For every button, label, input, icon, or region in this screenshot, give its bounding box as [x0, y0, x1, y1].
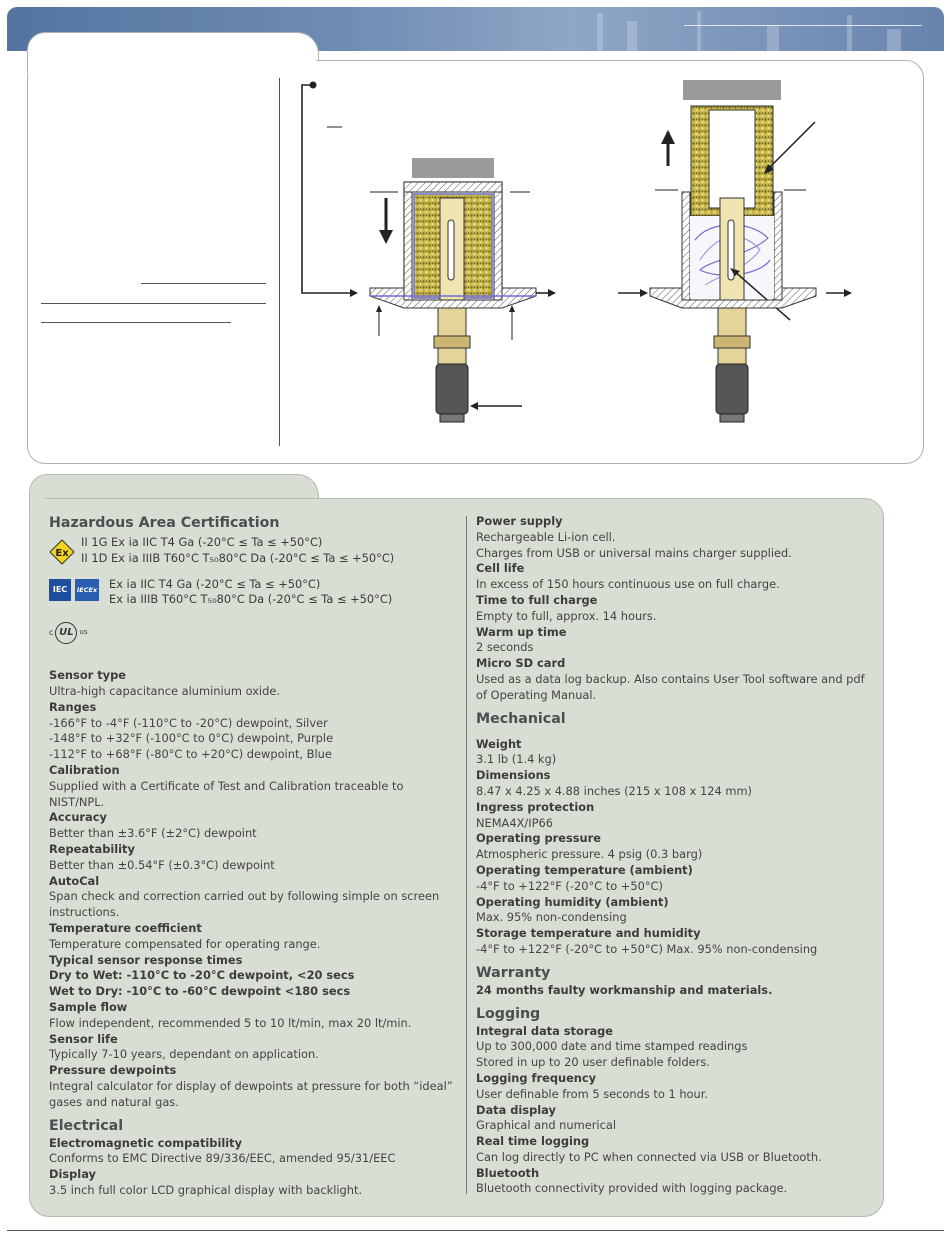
label-ranges: Ranges — [49, 699, 97, 714]
label-dimensions: Dimensions — [476, 768, 551, 783]
label-data-storage: Integral data storage — [476, 1023, 614, 1038]
label-op-temp: Operating temperature (ambient) — [476, 862, 693, 877]
atex-line-2: II 1D Ex ia IIIB T60°C T₅₀80°C Da (-20°C ≤ Ta ≤ +50°C) — [81, 550, 395, 565]
value-power-2: Charges from USB or universal mains charger supplied. — [476, 545, 792, 560]
value-range-3: -112°F to +68°F (-80°C to +20°C) dewpoint, Blue — [49, 747, 332, 762]
banner-tower — [767, 25, 779, 51]
svg-text:Ex: Ex — [55, 548, 69, 559]
value-cell-life: In excess of 150 hours continuous use on full charge. — [476, 577, 780, 592]
iecex-line-2: Ex ia IIIB T60°C T₅₀80°C Da (-20°C ≤ Ta ≤ +50°C) — [109, 592, 393, 607]
value-repeatability: Better than ±0.54°F (±0.3°C) dewpoint — [49, 857, 275, 872]
label-response: Typical sensor response times — [49, 952, 243, 967]
iec-logo-icon: IEC — [49, 579, 71, 601]
value-op-humidity: Max. 95% non-condensing — [476, 910, 627, 925]
value-warranty: 24 months faulty workmanship and materials. — [476, 982, 773, 997]
value-op-pressure: Atmospheric pressure. 4 psig (0.3 barg) — [476, 847, 703, 862]
label-power: Power supply — [476, 514, 563, 528]
value-dry-to-wet: Dry to Wet: -110°C to -20°C dewpoint, <20 secs — [49, 968, 355, 983]
label-log-freq: Logging frequency — [476, 1070, 597, 1085]
label-calibration: Calibration — [49, 762, 120, 777]
heading-warranty: Warranty — [476, 964, 551, 981]
value-accuracy: Better than ±3.6°F (±2°C) dewpoint — [49, 826, 257, 841]
banner-tower — [627, 21, 637, 51]
banner-tower — [887, 29, 901, 51]
panel-divider — [279, 78, 280, 446]
value-bluetooth: Bluetooth connectivity provided with logging package. — [476, 1181, 788, 1196]
value-sensor-life: Typically 7-10 years, dependant on application. — [49, 1047, 319, 1062]
value-pressure-dew: Integral calculator for display of dewpoints at pressure for both “ideal” gases and natural gas. — [49, 1078, 453, 1109]
value-wet-to-dry: Wet to Dry: -10°C to -60°C dewpoint <180 secs — [49, 984, 351, 999]
value-temp-coeff: Temperature compensated for operating range. — [49, 936, 321, 951]
value-sd: Used as a data log backup. Also contains User Tool software and pdf of Operating Manual. — [476, 671, 865, 702]
iecex-row — [49, 577, 459, 609]
banner-rule — [684, 25, 922, 26]
iecex-text — [109, 577, 392, 609]
value-weight: 3.1 lb (1.4 kg) — [476, 752, 557, 767]
text-rule — [41, 322, 231, 323]
label-sd: Micro SD card — [476, 656, 566, 671]
value-data-storage-2: Stored in up to 20 user definable folders. — [476, 1055, 710, 1070]
label-repeatability: Repeatability — [49, 841, 135, 856]
banner-tower — [697, 11, 701, 51]
value-data-display: Graphical and numerical — [476, 1118, 616, 1133]
flow-line — [302, 85, 350, 293]
text-rule — [41, 303, 266, 304]
label-pressure-dew: Pressure dewpoints — [49, 1063, 177, 1078]
heading-hazardous: Hazardous Area Certification — [49, 515, 280, 531]
label-accuracy: Accuracy — [49, 810, 107, 825]
ul-logo-icon: UL — [55, 622, 77, 644]
value-data-storage-1: Up to 300,000 date and time stamped readings — [476, 1039, 748, 1054]
spec-column-left — [49, 514, 459, 1199]
label-temp-coeff: Temperature coefficient — [49, 920, 202, 935]
tab-joint — [30, 499, 316, 515]
probe-body — [436, 364, 468, 414]
banner-tower — [847, 15, 852, 51]
value-autocal: Span check and correction carried out by following simple on screen instructions. — [49, 889, 440, 920]
label-sample-flow: Sample flow — [49, 999, 128, 1014]
ul-c: c — [49, 628, 54, 638]
atex-row — [49, 535, 459, 567]
sensor-diagram — [290, 70, 910, 450]
label-realtime: Real time logging — [476, 1134, 590, 1149]
label-bluetooth: Bluetooth — [476, 1165, 540, 1180]
sensor-assembly-sealed — [302, 82, 556, 423]
tab-joint — [28, 60, 316, 74]
label-sensor-type: Sensor type — [49, 668, 126, 683]
label-emc: Electromagnetic compatibility — [49, 1135, 243, 1150]
value-realtime: Can log directly to PC when connected via USB or Bluetooth. — [476, 1149, 822, 1164]
column-divider — [466, 516, 467, 1194]
label-op-pressure: Operating pressure — [476, 831, 601, 846]
heading-mechanical: Mechanical — [476, 710, 566, 727]
label-ingress: Ingress protection — [476, 799, 595, 814]
value-storage: -4°F to +122°F (-20°C to +50°C) Max. 95% non-condensing — [476, 941, 818, 956]
value-sensor-type: Ultra-high capacitance aluminium oxide. — [49, 683, 280, 698]
cap-plate — [412, 158, 494, 178]
value-log-freq: User definable from 5 seconds to 1 hour. — [476, 1086, 708, 1101]
label-data-display: Data display — [476, 1102, 556, 1117]
atex-text — [81, 535, 394, 567]
spacer — [476, 729, 876, 737]
label-full-charge: Time to full charge — [476, 592, 598, 607]
arrow-in — [350, 289, 358, 297]
label-autocal: AutoCal — [49, 873, 100, 888]
value-warmup: 2 seconds — [476, 640, 534, 655]
ul-us: us — [79, 628, 88, 637]
label-cell-life: Cell life — [476, 561, 525, 576]
label-sensor-life: Sensor life — [49, 1031, 118, 1046]
atex-line-1: II 1G Ex ia IIC T4 Ga (-20°C ≤ Ta ≤ +50°C) — [81, 535, 323, 549]
value-sample-flow: Flow independent, recommended 5 to 10 lt/min, max 20 lt/min. — [49, 1015, 412, 1030]
value-calibration: Supplied with a Certificate of Test and Calibration traceable to NIST/NPL. — [49, 778, 404, 809]
value-full-charge: Empty to full, approx. 14 hours. — [476, 608, 657, 623]
value-dimensions: 8.47 x 4.25 x 4.88 inches (215 x 108 x 124 mm) — [476, 783, 752, 798]
iecex-line-1: Ex ia IIC T4 Ga (-20°C ≤ Ta ≤ +50°C) — [109, 576, 321, 591]
value-power-1: Rechargeable Li-ion cell. — [476, 529, 616, 544]
heading-logging: Logging — [476, 1005, 541, 1022]
heading-electrical: Electrical — [49, 1117, 124, 1134]
value-display: 3.5 inch full color LCD graphical display with backlight. — [49, 1182, 363, 1197]
label-weight: Weight — [476, 736, 522, 751]
value-emc: Conforms to EMC Directive 89/336/EEC, amended 95/31/EEC — [49, 1151, 396, 1166]
label-storage: Storage temperature and humidity — [476, 926, 701, 941]
text-rule — [141, 283, 266, 284]
value-ingress: NEMA4X/IP66 — [476, 815, 553, 830]
spacer — [49, 646, 459, 668]
footer-rule — [7, 1230, 944, 1231]
value-op-temp: -4°F to +122°F (-20°C to +50°C) — [476, 878, 663, 893]
ul-mark — [49, 620, 459, 646]
sensor-assembly-open — [618, 80, 852, 422]
iecex-logo-icon: IECEx — [75, 579, 99, 601]
label-warmup: Warm up time — [476, 624, 567, 639]
value-range-2: -148°F to +32°F (-100°C to 0°C) dewpoint, Purple — [49, 731, 334, 746]
spec-column-right — [476, 514, 876, 1197]
label-op-humidity: Operating humidity (ambient) — [476, 894, 669, 909]
label-display: Display — [49, 1167, 96, 1182]
value-range-1: -166°F to -4°F (-110°C to -20°C) dewpoint, Silver — [49, 715, 328, 730]
banner-tower — [597, 13, 603, 51]
atex-ex-icon — [49, 539, 75, 565]
